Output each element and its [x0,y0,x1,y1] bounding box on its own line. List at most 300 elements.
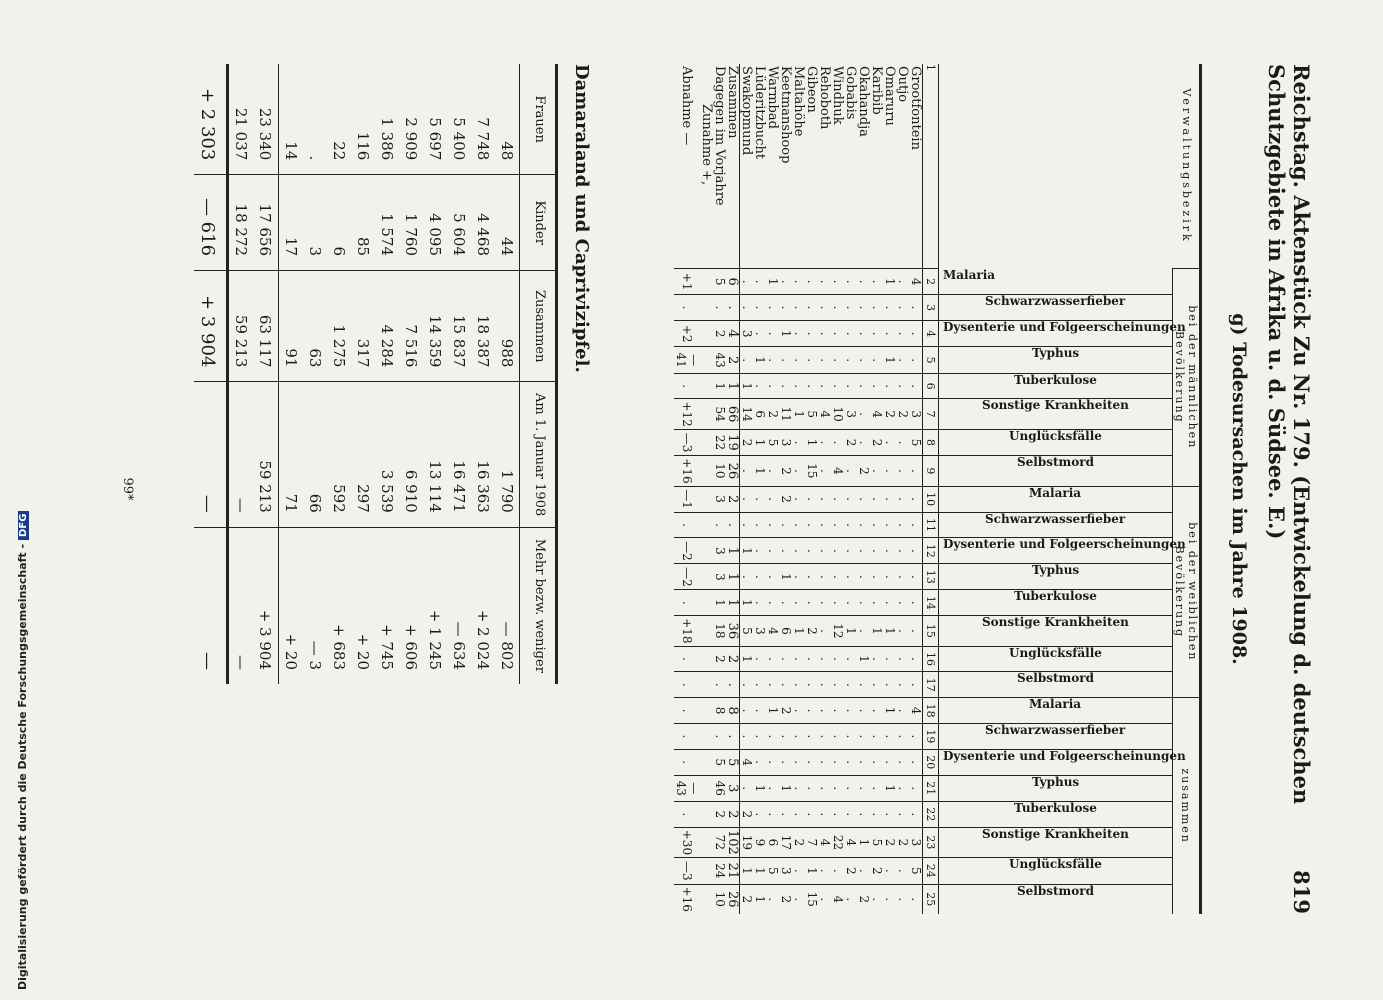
cell-value: 15 [805,456,818,486]
empty-cell [700,775,713,801]
cell-value: . [857,858,870,884]
digitization-footer [16,511,29,990]
cell-value: 3 [713,564,726,590]
population-cell: + 3 904 [194,271,228,382]
cell-value: . [896,884,909,914]
table-row [792,64,805,914]
cause-label: Dysenterie und Folgeerscheinungen [943,319,1186,334]
cell-value: . [909,512,923,538]
cell-value: . [870,698,883,724]
population-cell: 4 468 [471,175,495,271]
district-name: Outjo [895,66,910,103]
cell-value: . [883,456,896,486]
cell-value: 19 [726,429,740,455]
cause-header [939,456,1173,486]
cell-value: . [857,320,870,347]
cause-label: Sonstige Krankheiten [982,826,1129,841]
cell-value: . [857,801,870,827]
empty-cell [700,858,713,884]
cell-value: . [844,723,857,749]
cell-value: 3 [740,320,754,347]
folio-mark: 99* [120,477,135,501]
population-cell: 17 656 [253,175,279,271]
population-cell: + 20 [279,527,304,684]
cell-value: . [792,698,805,724]
cell-value: 15 [805,884,818,914]
cell-value: . [792,801,805,827]
cell-value: . [674,698,700,724]
cell-value: . [753,590,766,616]
cell-value: . [857,399,870,429]
cell-value: . [766,749,779,775]
empty-cell [700,801,713,827]
population-cell: 592 [327,382,351,527]
cell-value: +12 [674,399,700,429]
cause-label: Dysenterie und Folgeerscheinungen [943,748,1186,763]
cell-value: 2 [740,429,754,455]
cell-value: . [883,590,896,616]
population-cell: 6 [327,175,351,271]
cause-header [939,646,1173,672]
cell-value: 1 [740,646,754,672]
cell-value: 3 [909,399,923,429]
population-cell: 4 095 [423,175,447,271]
cell-value: . [883,801,896,827]
cell-value: . [883,646,896,672]
cell-value: . [740,512,754,538]
cell-value: . [753,801,766,827]
cell-value: . [818,884,831,914]
cell-value: . [753,373,766,399]
district-name: Gobabis [843,66,858,120]
cell-value: 5 [766,429,779,455]
district-name: Keetmanshoop [778,66,793,164]
population-header: Kinder [520,175,557,271]
cell-value: . [896,775,909,801]
cell-value: . [779,538,792,564]
cell-value: 5 [805,399,818,429]
cell-value: . [896,564,909,590]
column-number: 18 [923,698,939,724]
cell-value: . [740,564,754,590]
population-cell: 5 604 [447,175,471,271]
cell-value: . [844,269,857,295]
cell-value: 10 [713,884,726,914]
cell-value: . [857,512,870,538]
cell-value: . [766,884,779,914]
empty-cell [700,399,713,429]
empty-cell [700,486,713,512]
cell-value: . [870,320,883,347]
column-number: 8 [923,429,939,455]
cell-value: 3 [909,827,923,857]
district-name: Warmbad [765,66,780,129]
population-rows [194,64,520,684]
cell-value: 2 [896,399,909,429]
cell-value: . [896,486,909,512]
cell-value: . [779,646,792,672]
cell-value: 1 [883,698,896,724]
cell-value: 6 [726,269,740,295]
cell-value: 3 [779,429,792,455]
cell-value: . [844,698,857,724]
cell-value: 8 [713,698,726,724]
cell-value: . [792,672,805,698]
cell-value: . [896,512,909,538]
table-row [805,64,818,914]
cell-value: . [792,512,805,538]
cell-value: . [831,486,844,512]
cell-value: . [726,672,740,698]
population-cell: + 745 [375,527,399,684]
cell-value: . [740,486,754,512]
page-number: 819 [1289,870,1314,914]
cell-value: 2 [857,456,870,486]
table-row [753,64,766,914]
cell-value: . [740,672,754,698]
cell-value: —3 [674,858,700,884]
district-name: Lüderitzbucht [752,66,767,160]
cause-label: Typhus [1031,346,1080,361]
cell-value: . [831,373,844,399]
cell-value: . [766,538,779,564]
cell-value: . [831,320,844,347]
column-number: 23 [923,827,939,857]
cell-value: . [674,749,700,775]
column-number: 4 [923,320,939,347]
population-cell: 63 117 [253,271,279,382]
cell-value: . [740,698,754,724]
table-row [818,64,831,914]
cell-value: . [818,801,831,827]
cell-value: . [883,295,896,321]
cell-value: 19 [740,827,754,857]
cell-value: . [753,749,766,775]
district-name: Grootfontein [908,66,923,150]
population-cell: + 2 024 [471,527,495,684]
cell-value: . [909,723,923,749]
cell-value: . [909,749,923,775]
cell-value: . [818,429,831,455]
cell-value: . [844,884,857,914]
cell-value: . [831,538,844,564]
rotated-sheet [65,64,1320,934]
cell-value: . [792,295,805,321]
cause-header [939,347,1173,373]
cell-value: 2 [883,827,896,857]
population-cell: 13 114 [423,382,447,527]
table-row [740,64,754,914]
empty-cell [700,723,713,749]
cause-label: Tuberkulose [1014,589,1097,604]
population-row [303,64,327,684]
cell-value: . [792,538,805,564]
cell-value: 1 [726,538,740,564]
change-label-1: Zunahme +, [699,104,714,186]
table-row [870,64,883,914]
cell-value: . [805,749,818,775]
population-cell: + 1 245 [423,527,447,684]
cell-value: . [792,347,805,373]
cause-header [939,537,1186,564]
population-row [253,64,279,684]
cell-value: . [857,429,870,455]
cell-value: . [766,295,779,321]
cell-value: . [818,723,831,749]
cell-value: 5 [740,616,754,646]
cell-value: 10 [713,456,726,486]
population-cell: 5 697 [426,117,444,161]
cell-value: 1 [726,590,740,616]
empty-cell [700,564,713,590]
cell-value: . [766,801,779,827]
cell-value: 1 [779,775,792,801]
population-cell: 988 [495,271,520,382]
cause-header [939,884,1173,914]
cell-value: . [909,884,923,914]
cell-value: . [909,373,923,399]
column-number: 13 [923,564,939,590]
cell-value: 2 [740,801,754,827]
population-cell: 3 [303,175,327,271]
population-cell: — [194,527,228,684]
population-cell: + 606 [399,527,423,684]
cell-value: . [779,295,792,321]
cause-header [939,399,1173,429]
cause-header [939,827,1173,857]
cell-value: . [766,347,779,373]
cell-value: 2 [870,858,883,884]
cell-value: 10 [831,399,844,429]
cell-value: 5 [726,749,740,775]
cell-value: . [896,698,909,724]
cell-value: . [805,723,818,749]
district-header: Verwaltungsbezirk [1180,88,1193,244]
cell-value: . [857,295,870,321]
population-cell: — 634 [447,527,471,684]
population-cell: 14 359 [423,271,447,382]
cell-value: . [818,347,831,373]
cell-value: 1 [713,373,726,399]
cell-value: 72 [713,827,726,857]
cell-value: . [844,564,857,590]
cell-value: . [753,512,766,538]
cell-value: . [766,512,779,538]
cell-value: . [844,749,857,775]
district-name: Zusammen [726,64,740,269]
cell-value: . [896,616,909,646]
cell-value: 6 [766,827,779,857]
cell-value: . [844,347,857,373]
population-header: Zusammen [520,271,557,382]
population-cell: 16 363 [471,382,495,527]
cause-header [939,723,1173,749]
cell-value: . [779,801,792,827]
cell-value: 12 [831,616,844,646]
cell-value: 5 [713,749,726,775]
column-number-row [923,64,939,914]
cell-value: 3 [713,486,726,512]
cell-value: . [766,564,779,590]
cell-value: . [896,373,909,399]
cell-value: . [818,373,831,399]
cell-value: 2 [713,801,726,827]
cell-value: . [805,564,818,590]
cell-value: 2 [713,646,726,672]
cell-value: . [740,775,754,801]
cause-label: Malaria [1029,697,1082,712]
column-number: 21 [923,775,939,801]
cell-value: 54 [713,399,726,429]
cell-value: 22 [713,429,726,455]
district-rows [674,64,923,914]
population-row [447,64,471,684]
cell-value: . [766,456,779,486]
cell-value: . [753,269,766,295]
population-cell: 23 340 [253,64,279,175]
cell-value: +2 [674,320,700,347]
cell-value: 102 [726,827,740,857]
cell-value: 4 [726,320,740,347]
cell-value: . [831,347,844,373]
population-row [327,64,351,684]
column-number: 14 [923,590,939,616]
cell-value: 24 [713,858,726,884]
cell-value: 4 [831,884,844,914]
cell-value: 8 [726,698,740,724]
cell-value: 5 [766,858,779,884]
cell-value: . [909,616,923,646]
cell-value: 2 [844,858,857,884]
cell-value: . [870,749,883,775]
cell-value: 1 [805,429,818,455]
cell-value: . [909,564,923,590]
empty-cell [700,749,713,775]
cause-label: Malaria [943,267,996,282]
cell-value: . [896,723,909,749]
population-cell: 16 471 [447,382,471,527]
cell-value: . [805,347,818,373]
cell-value: . [870,672,883,698]
cell-value: . [909,295,923,321]
population-cell: . [306,155,324,161]
empty-cell [700,672,713,698]
cell-value: . [818,616,831,646]
cell-value: . [805,590,818,616]
cell-value: . [896,347,909,373]
cell-value: . [766,486,779,512]
cell-value: . [857,347,870,373]
cause-label: Sonstige Krankheiten [982,615,1129,630]
cell-value: . [896,672,909,698]
cell-value: . [857,672,870,698]
cell-value: . [883,672,896,698]
cell-value: . [896,749,909,775]
population-cell: 18 272 [228,175,254,271]
cause-label: Unglücksfälle [1009,428,1102,443]
cell-value: . [857,616,870,646]
cell-value: 1 [883,616,896,646]
cell-value: . [844,295,857,321]
population-cell: 1 386 [378,117,396,161]
cell-value: +30 [674,827,700,857]
population-cell: 1 790 [495,382,520,527]
cell-value: . [896,320,909,347]
cause-header [939,319,1186,347]
cell-value: . [713,672,726,698]
cell-value: 17 [779,827,792,857]
cell-value: . [896,295,909,321]
cell-value: 6 [753,399,766,429]
cell-value: 1 [766,698,779,724]
cell-value: . [792,456,805,486]
running-header [1264,64,1314,914]
cell-value: . [818,512,831,538]
cell-value: 3 [779,858,792,884]
cause-header [939,564,1173,590]
cell-value: . [753,538,766,564]
population-row [279,64,304,684]
cell-value: 1 [740,373,754,399]
table-row [713,64,726,914]
population-cell: 59 213 [253,382,279,527]
cell-value: 2 [779,456,792,486]
cell-value: 5 [909,858,923,884]
column-number: 1 [923,64,939,269]
cell-value: 2 [779,486,792,512]
cell-value: . [857,564,870,590]
cause-label: Selbstmord [1017,671,1094,686]
cause-label: Typhus [1031,563,1080,578]
cell-value: 2 [896,827,909,857]
table-row [726,64,740,914]
cell-value: 2 [805,616,818,646]
table-row [896,64,909,914]
population-cell: 317 [351,271,375,382]
population-cell: 18 387 [471,271,495,382]
population-cell: 59 213 [228,271,254,382]
cell-value: 4 [909,269,923,295]
population-cell: 44 [495,175,520,271]
cell-value: . [713,512,726,538]
empty-cell [700,373,713,399]
cell-value: 18 [713,616,726,646]
column-number: 11 [923,512,939,538]
cause-header [939,295,1173,321]
cell-value: . [831,749,844,775]
cell-value: 2 [740,884,754,914]
cell-value: . [857,749,870,775]
cell-value: . [909,775,923,801]
population-cell: 4 284 [375,271,399,382]
cell-value: 2 [844,429,857,455]
cell-value: 9 [753,827,766,857]
cell-value: 4 [870,399,883,429]
cell-value: . [844,512,857,538]
district-name: Gibeon [804,66,819,113]
cell-value: . [883,538,896,564]
dfg-logo: DFG [18,511,29,540]
population-cell: + 3 904 [253,527,279,684]
cell-value: . [792,486,805,512]
cell-value: . [740,347,754,373]
population-cell: 1 275 [327,271,351,382]
population-cell: 14 [282,141,300,161]
cell-value: —2 [674,538,700,564]
group-total: zusammen [1173,698,1201,914]
cell-value: 4 [818,399,831,429]
cell-value: . [909,456,923,486]
